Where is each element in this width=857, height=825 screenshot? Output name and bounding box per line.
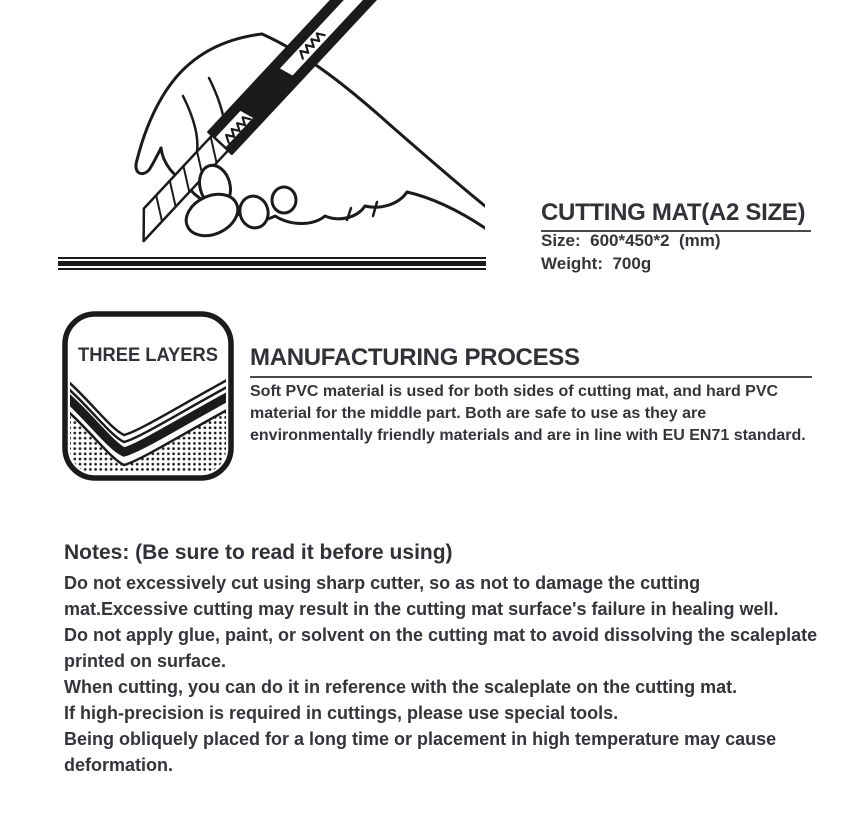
notes-list <box>64 570 824 778</box>
note-item: Do not excessively cut using sharp cutter, so as not to damage the cutting mat.Excessive cutting may result in the cutting mat surface's failure in healing well. <box>64 573 779 619</box>
note-item: Being obliquely placed for a long time or placement in high temperature may cause deformation. <box>64 729 777 775</box>
manufacturing-body: Soft PVC material is used for both sides of cutting mat, and hard PVC material for the middle part. Both are safe to use as they are environmentally friendly materials and are in line with EU EN71 standard. <box>250 383 806 444</box>
manufacturing-section-header <box>250 344 812 378</box>
note-item: When cutting, you can do it in reference with the scaleplate on the cutting mat. <box>64 677 738 697</box>
notes-title: Notes: (Be sure to read it before using) <box>64 541 453 564</box>
three-layers-badge-icon <box>62 311 234 483</box>
badge-label: THREE LAYERS <box>78 345 218 366</box>
product-weight: Weight: 700g <box>541 254 652 273</box>
divider-thick-line <box>58 261 486 266</box>
thumb-and-fingertips <box>179 162 377 244</box>
manufacturing-title: MANUFACTURING PROCESS <box>250 344 580 371</box>
hand-knife-illustration <box>55 0 485 248</box>
page-title: CUTTING MAT(A2 SIZE) <box>541 199 811 232</box>
note-item: Do not apply glue, paint, or solvent on the cutting mat to avoid dissolving the scaleplate printed on surface. <box>64 625 818 671</box>
product-size: Size: 600*450*2 (mm) <box>541 231 721 250</box>
section-divider <box>58 257 486 270</box>
note-item: If high-precision is required in cuttings, please use special tools. <box>64 703 619 723</box>
product-specs <box>541 229 721 275</box>
